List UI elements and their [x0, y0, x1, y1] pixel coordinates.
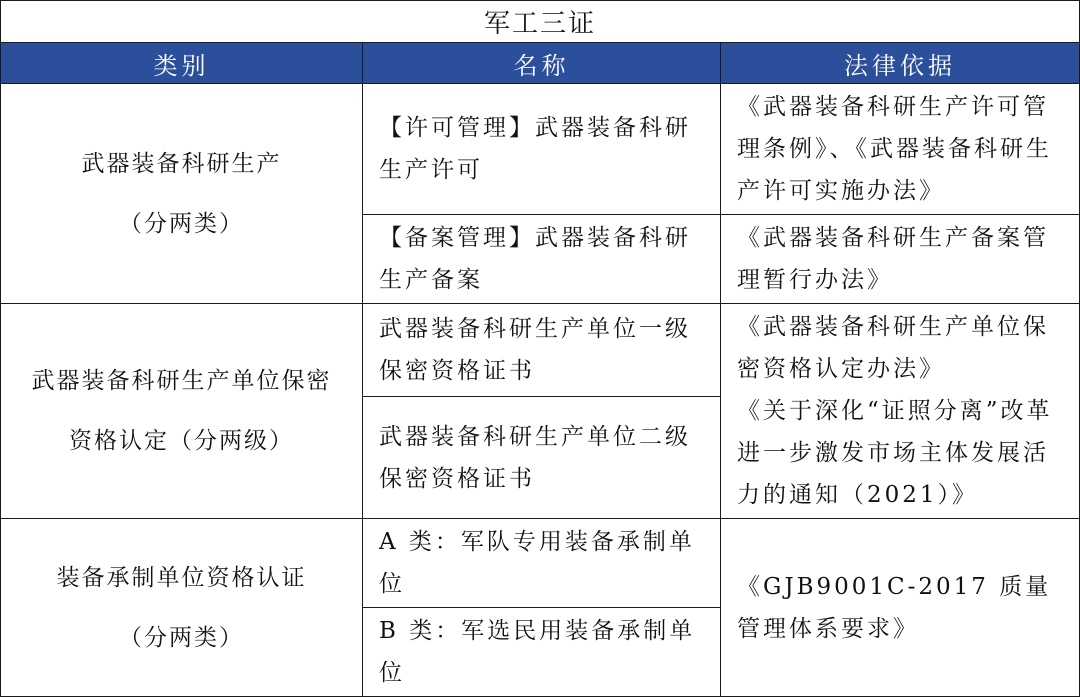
name-cell: 【备案管理】武器装备科研生产备案 — [363, 215, 721, 304]
law-cell: 《武器装备科研生产备案管理暂行办法》 — [721, 215, 1080, 304]
law-line: 《武器装备科研生产单位保密资格认定办法》 — [737, 314, 1049, 382]
table-title: 军工三证 — [1, 1, 1080, 43]
title-row — [1, 1, 1080, 43]
name-cell: 武器装备科研生产单位二级保密资格证书 — [363, 397, 721, 519]
name-cell: 武器装备科研生产单位一级保密资格证书 — [363, 304, 721, 397]
category-line: （分两类） — [119, 624, 244, 651]
name-cell: B 类：军选民用装备承制单位 — [363, 608, 721, 697]
header-legal-basis: 法律依据 — [721, 43, 1080, 84]
table-row — [1, 84, 1080, 215]
law-cell: 《武器装备科研生产许可管理条例》、《武器装备科研生产许可实施办法》 — [721, 84, 1080, 215]
name-cell: A 类：军队专用装备承制单位 — [363, 519, 721, 608]
category-cell — [1, 519, 363, 697]
law-cell: 《GJB9001C-2017 质量管理体系要求》 — [721, 519, 1080, 697]
table-row — [1, 304, 1080, 397]
law-cell — [721, 304, 1080, 519]
category-cell — [1, 304, 363, 519]
header-name: 名称 — [363, 43, 721, 84]
table-row — [1, 519, 1080, 608]
category-line: 武器装备科研生产 — [81, 150, 282, 177]
category-cell — [1, 84, 363, 304]
category-line: 资格认定（分两级） — [69, 428, 294, 454]
header-category: 类别 — [1, 43, 363, 84]
category-line: 武器装备科研生产单位保密 — [31, 368, 332, 394]
category-line: （分两类） — [119, 210, 244, 237]
category-line: 装备承制单位资格认证 — [56, 564, 307, 591]
law-line: 《关于深化“证照分离”改革进一步激发市场主体发展活力的通知（2021）》 — [737, 398, 1053, 508]
header-row — [1, 43, 1080, 84]
name-cell: 【许可管理】武器装备科研生产许可 — [363, 84, 721, 215]
